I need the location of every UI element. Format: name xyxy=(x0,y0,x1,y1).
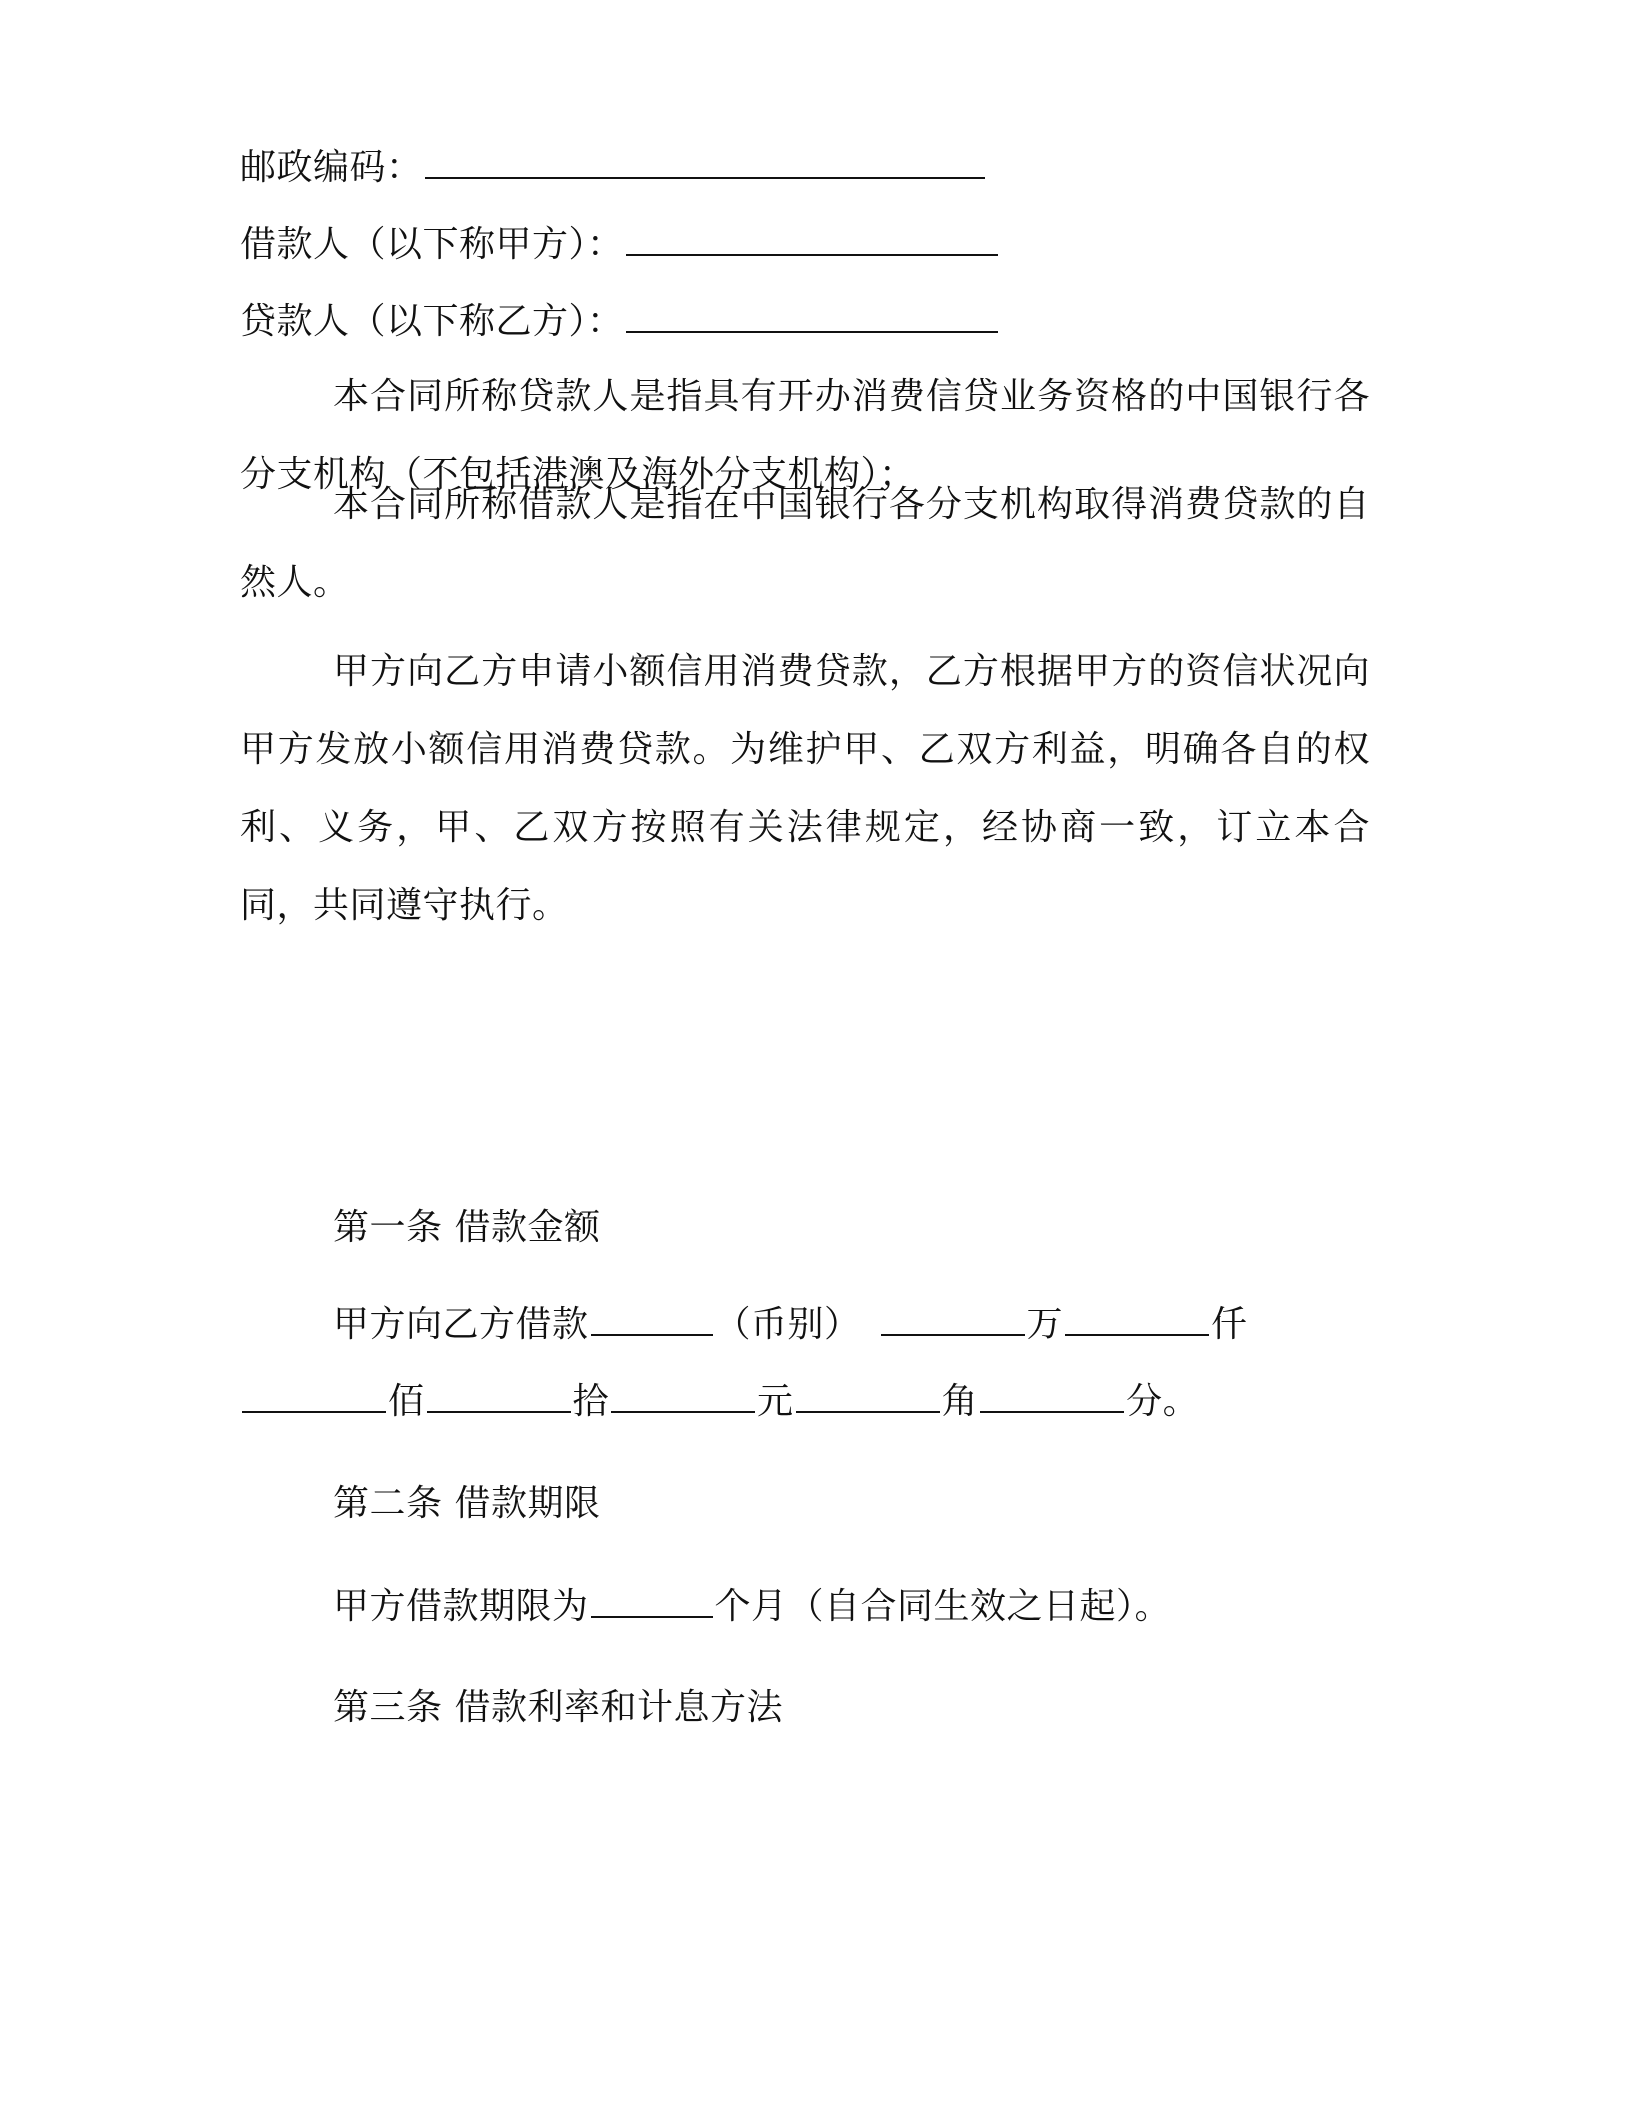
unit-shi: 拾 xyxy=(572,1381,610,1422)
borrower-label: 借款人（以下称甲方）： xyxy=(240,224,624,265)
postal-code-blank[interactable] xyxy=(425,147,985,179)
article3-title-text: 第三条 借款利率和计息方法 xyxy=(333,1687,783,1728)
purpose-paragraph xyxy=(240,633,1370,945)
bai-blank[interactable] xyxy=(427,1381,571,1413)
shi-blank[interactable] xyxy=(611,1381,755,1413)
article1-currency-label: （币别） xyxy=(714,1304,861,1345)
article2-title-text: 第二条 借款期限 xyxy=(333,1483,601,1524)
term-months-blank[interactable] xyxy=(591,1586,713,1618)
unit-yuan: 元 xyxy=(757,1381,794,1422)
article2-title xyxy=(333,1479,600,1529)
borrower-line xyxy=(240,220,1000,270)
borrower-definition-paragraph xyxy=(240,466,1370,622)
lender-blank[interactable] xyxy=(626,301,998,333)
unit-qian: 仟 xyxy=(1211,1304,1248,1345)
unit-fen: 分。 xyxy=(1126,1381,1200,1422)
unit-bai: 佰 xyxy=(388,1381,425,1422)
article1-amount-line1 xyxy=(333,1300,1248,1350)
wan-blank[interactable] xyxy=(1065,1304,1209,1336)
unit-wan: 万 xyxy=(1026,1304,1064,1345)
qian-blank[interactable] xyxy=(242,1381,386,1413)
postal-code-label: 邮政编码： xyxy=(240,147,423,188)
borrower-definition-text: 本合同所称借款人是指在中国银行各分支机构取得消费贷款的自然人。 xyxy=(240,484,1370,603)
unit-jiao: 角 xyxy=(941,1381,979,1422)
lender-definition-text: 本合同所称贷款人是指具有开办消费信贷业务资格的中国银行各分支机构（不包括港澳及海外分支机构）； xyxy=(240,376,1370,495)
article2-term-line xyxy=(333,1582,1171,1632)
article2-suffix: 个月（自合同生效之日起）。 xyxy=(714,1586,1172,1627)
purpose-text: 甲方向乙方申请小额信用消费贷款，乙方根据甲方的资信状况向甲方发放小额信用消费贷款。为维护甲、乙双方利益，明确各自的权利、义务，甲、乙双方按照有关法律规定，经协商一致，订立本合同，共同遵守执行。 xyxy=(240,651,1370,926)
lender-label: 贷款人（以下称乙方）： xyxy=(240,301,624,342)
currency-blank[interactable] xyxy=(881,1304,1025,1336)
borrower-blank[interactable] xyxy=(626,224,998,256)
amount-blank-1[interactable] xyxy=(591,1304,713,1336)
article2-prefix: 甲方借款期限为 xyxy=(333,1586,589,1627)
article1-title-text: 第一条 借款金额 xyxy=(333,1207,601,1248)
lender-line xyxy=(240,297,1000,347)
jiao-blank[interactable] xyxy=(980,1381,1124,1413)
article1-amount-line2 xyxy=(240,1377,1199,1427)
postal-code-line xyxy=(240,143,987,193)
article1-title xyxy=(333,1203,600,1253)
yuan-blank[interactable] xyxy=(796,1381,940,1413)
article3-title xyxy=(333,1683,783,1733)
article1-prefix: 甲方向乙方借款 xyxy=(333,1304,589,1345)
